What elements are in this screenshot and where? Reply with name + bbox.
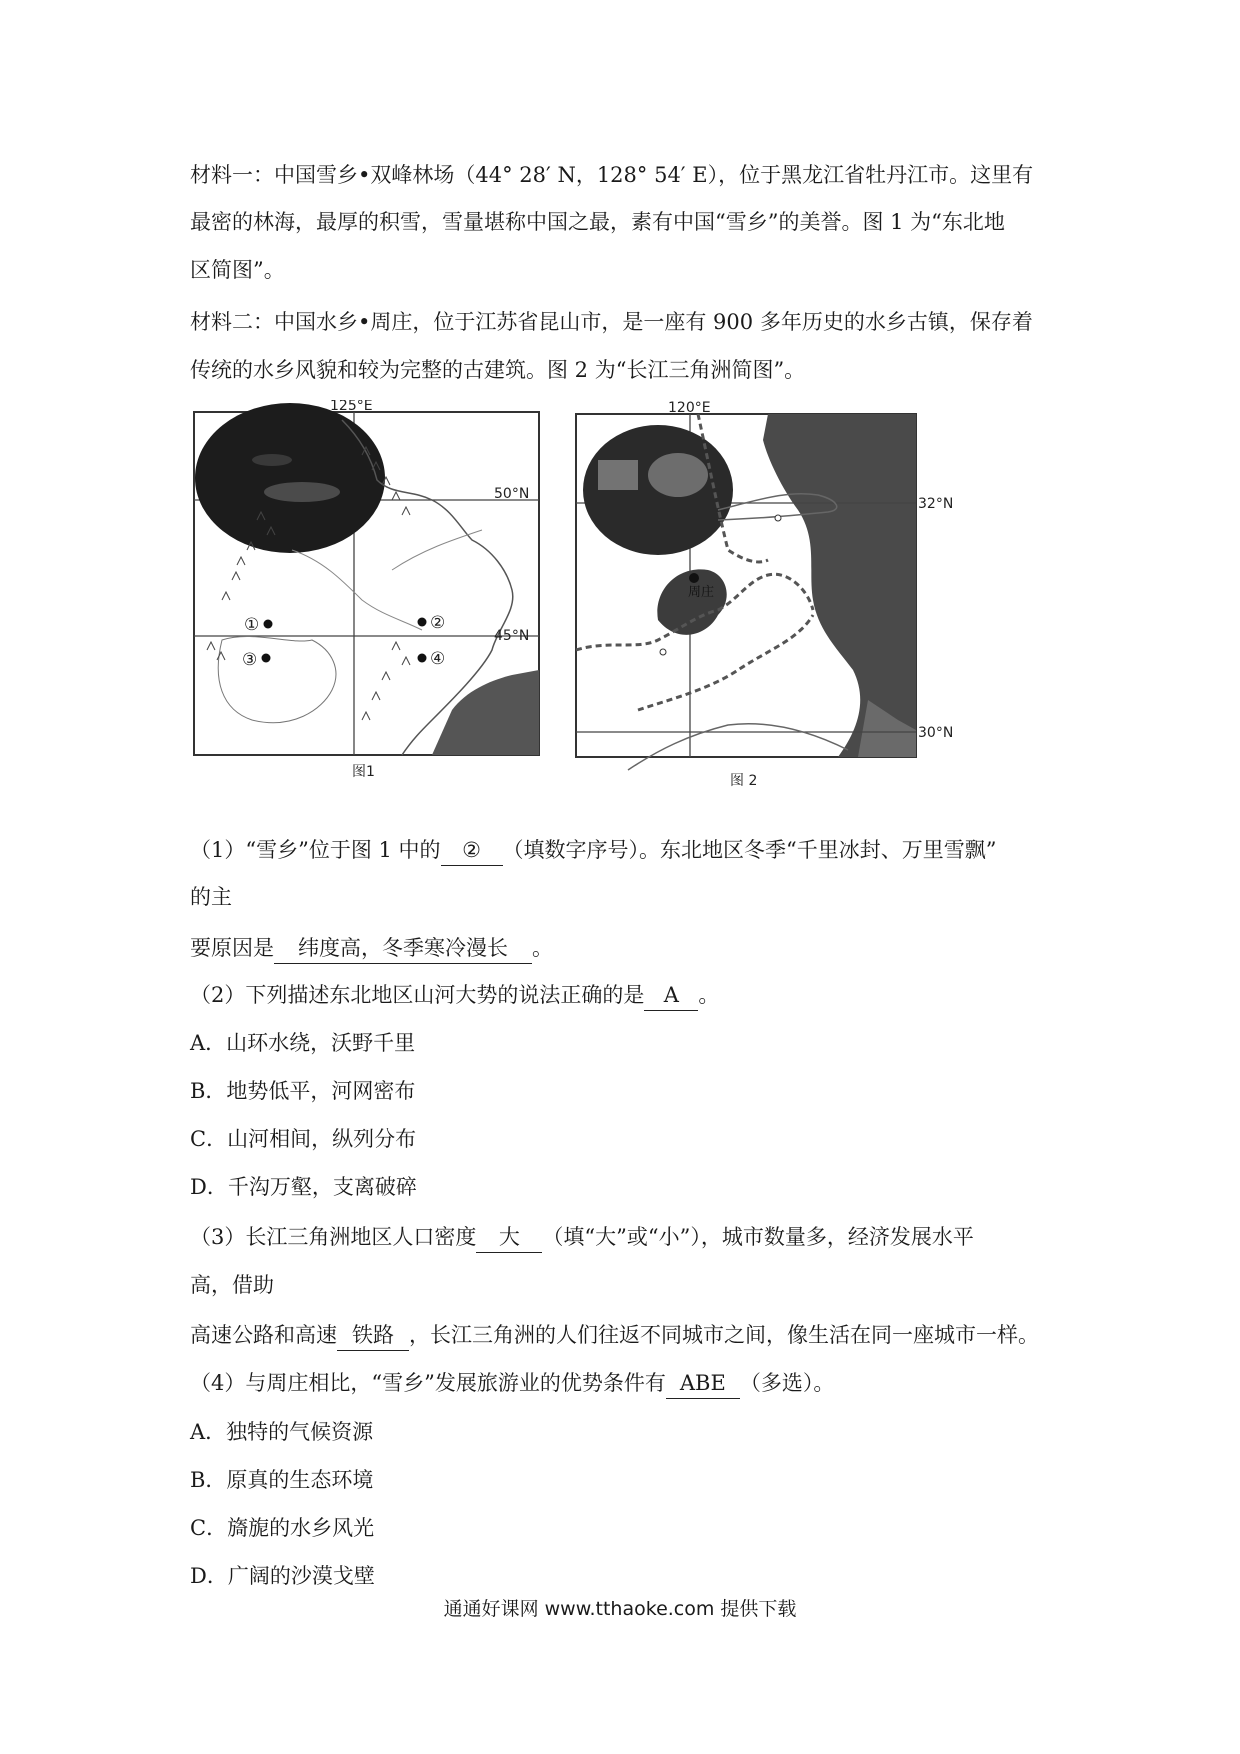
q3-line2: 高，借助 [190, 1273, 274, 1297]
marker-4: ④ [430, 649, 446, 669]
lat-50-label: 50°N [494, 486, 530, 502]
lat-30-label: 30°N [918, 725, 954, 741]
q2-option-a: A．山环水绕，沃野千里 [190, 1031, 416, 1055]
q4-text-b: （多选）。 [739, 1371, 835, 1395]
figure2-map [568, 400, 958, 790]
marker-3: ③ [242, 650, 258, 670]
q1-text-d: 。 [532, 936, 553, 960]
marker-1: ① [244, 615, 260, 635]
snow-photo [195, 403, 385, 553]
q4-option-d: D．广阔的沙漠戈壁 [190, 1564, 375, 1588]
lon-label-2: 120°E [668, 400, 711, 416]
lon-label: 125°E [330, 400, 373, 414]
material1-line1: 材料一：中国雪乡•双峰林场（44° 28′ N，128° 54′ E），位于黑龙江省牡丹江市。这里有 [190, 163, 1034, 187]
q3-answer-b[interactable]: 铁路 [337, 1320, 409, 1351]
footer-text[interactable]: 通通好课网 www.tthaoke.com 提供下载 [443, 1598, 797, 1620]
q1-line3 [190, 933, 553, 964]
q3-text-b: （填“大”或“小”），城市数量多，经济发展水平 [542, 1225, 974, 1249]
q3-answer-a[interactable]: 大 [476, 1222, 542, 1253]
lat-45-label: 45°N [494, 628, 530, 644]
q4-answer[interactable]: ABE [666, 1368, 740, 1399]
q4-line1 [190, 1368, 834, 1399]
q1-text-a: （1）“雪乡”位于图 1 中的 [190, 838, 441, 862]
lat-32-label: 32°N [918, 496, 954, 512]
q2-text-b: 。 [698, 983, 720, 1007]
figure2-caption: 图 2 [730, 773, 758, 789]
material1-line3: 区简图”。 [190, 258, 285, 282]
zhouzhuang-label: 周庄 [688, 585, 715, 600]
q2-option-d: D．千沟万壑，支离破碎 [190, 1175, 417, 1199]
marker-2: ② [430, 613, 446, 633]
q1-text-b: （填数字序号）。东北地区冬季“千里冰封、万里雪飘” [502, 838, 997, 862]
q1-answer-a[interactable]: ② [441, 835, 503, 866]
q4-text-a: （4）与周庄相比，“雪乡”发展旅游业的优势条件有 [190, 1371, 666, 1395]
q2-text-a: （2）下列描述东北地区山河大势的说法正确的是 [190, 983, 645, 1007]
q2-answer[interactable]: A [644, 980, 698, 1011]
q4-option-a: A．独特的气候资源 [190, 1420, 374, 1444]
q2-line1 [190, 980, 719, 1011]
q3-line3 [190, 1320, 1039, 1351]
q3-text-c: 高速公路和高速 [190, 1323, 337, 1347]
q4-option-c: C．旖旎的水乡风光 [190, 1516, 375, 1540]
q3-line1 [190, 1222, 974, 1253]
q1-line1 [190, 835, 997, 866]
figure1-map [192, 400, 542, 785]
q1-text-c: 要原因是 [190, 936, 274, 960]
figure1-caption: 图1 [352, 764, 375, 780]
q4-option-b: B．原真的生态环境 [190, 1468, 374, 1492]
q2-option-b: B．地势低平，河网密布 [190, 1079, 416, 1103]
q1-answer-b[interactable]: 纬度高，冬季寒冷漫长 [274, 933, 532, 964]
material2-line1: 材料二：中国水乡•周庄，位于江苏省昆山市，是一座有 900 多年历史的水乡古镇，保存着 [190, 310, 1033, 334]
q3-text-a: （3）长江三角洲地区人口密度 [190, 1225, 477, 1249]
q2-option-c: C．山河相间，纵列分布 [190, 1127, 417, 1151]
material1-line2: 最密的林海，最厚的积雪，雪量堪称中国之最，素有中国“雪乡”的美誉。图 1 为“东北地 [190, 210, 1005, 234]
q1-line2: 的主 [190, 885, 232, 909]
q3-text-d: ，长江三角洲的人们往返不同城市之间，像生活在同一座城市一样。 [409, 1323, 1039, 1347]
material2-line2: 传统的水乡风貌和较为完整的古建筑。图 2 为“长江三角洲简图”。 [190, 358, 806, 382]
